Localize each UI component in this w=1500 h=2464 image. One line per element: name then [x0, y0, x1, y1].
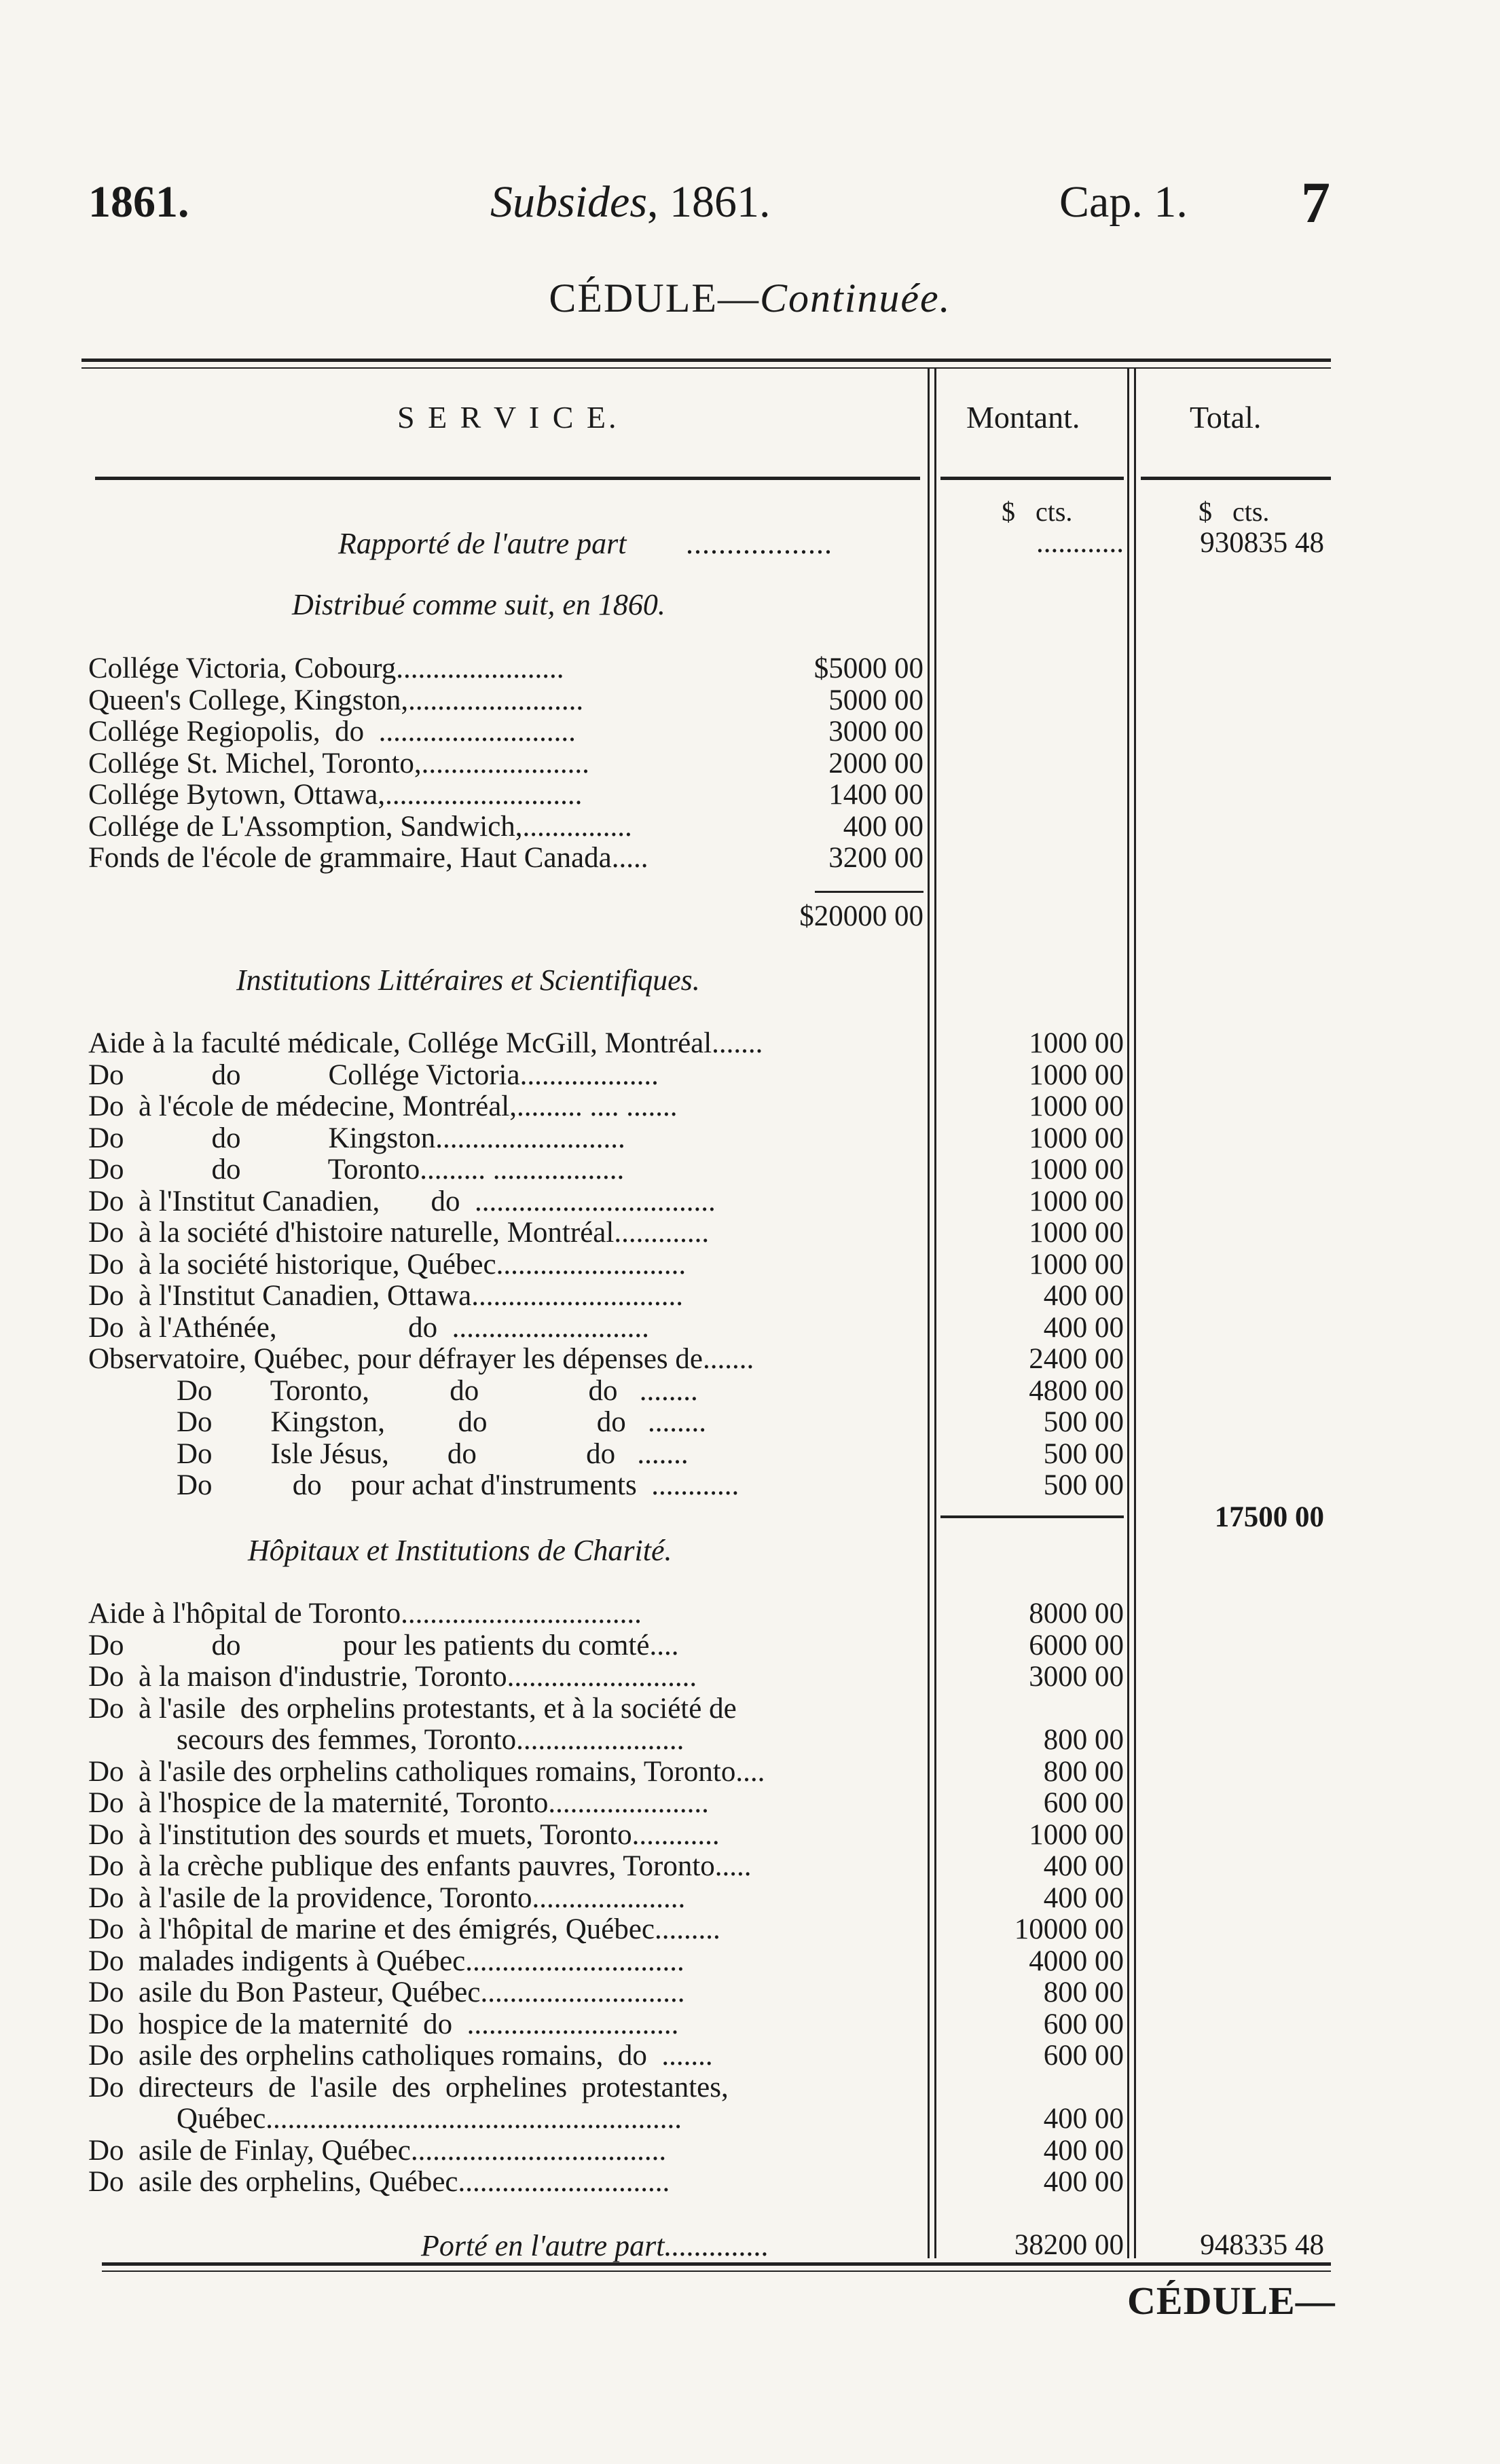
col-header-service: S E R V I C E. — [397, 400, 619, 435]
service-label: Observatoire, Québec, pour défrayer les dépenses de....... — [88, 1343, 754, 1375]
carried-out-montant: 38200 00 — [1014, 2229, 1124, 2261]
cedule-title-main: CÉDULE— — [549, 276, 760, 320]
section-hopitaux-text: Hôpitaux et Institutions de Charité. — [248, 1534, 672, 1567]
amount: 4800 00 — [1029, 1374, 1124, 1407]
list-item — [0, 1976, 1500, 2007]
amount: 1000 00 — [1029, 1217, 1124, 1249]
colleges-total-row — [0, 900, 1500, 931]
header-title — [490, 177, 771, 228]
amount: 1000 00 — [1029, 1027, 1124, 1059]
col-header-total: Total. — [1190, 400, 1262, 435]
service-label: Do Toronto, do do ........ — [177, 1374, 698, 1407]
amount: 1400 00 — [828, 779, 923, 811]
carried-in-montant: ............ — [1036, 527, 1124, 559]
list-item — [0, 1374, 1500, 1405]
amount: 1000 00 — [1029, 1818, 1124, 1851]
list-item — [0, 1660, 1500, 1691]
list-item — [0, 810, 1500, 841]
service-label: Do à l'Athénée, do ........................... — [88, 1311, 649, 1344]
header-title-rest: , 1861. — [647, 177, 771, 227]
service-label: Do à la crèche publique des enfants pauvres, Toronto..... — [88, 1850, 752, 1882]
amount: 500 00 — [1043, 1437, 1124, 1470]
list-item — [0, 2165, 1500, 2196]
service-label: Do asile des orphelins catholiques romains, do ....... — [88, 2040, 713, 2072]
total-header-rule — [1141, 477, 1331, 480]
section-hopitaux — [248, 1533, 672, 1568]
service-label: secours des femmes, Toronto....................... — [177, 1724, 684, 1756]
list-item — [0, 1629, 1500, 1660]
amount: 500 00 — [1043, 1469, 1124, 1501]
list-item — [0, 841, 1500, 872]
list-item — [0, 1279, 1500, 1310]
list-item — [0, 1027, 1500, 1058]
service-label: Do do Toronto......... .................. — [88, 1154, 625, 1185]
litteraires-total-row — [0, 1501, 1500, 1532]
amount: 800 00 — [1043, 1755, 1124, 1788]
service-label: Do à l'asile des orphelins protestants, et à la société de — [88, 1692, 737, 1725]
amount: 8000 00 — [1029, 1598, 1124, 1630]
montant-units: $ cts. — [1002, 496, 1073, 527]
list-item — [0, 1818, 1500, 1850]
header-title-italic: Subsides — [490, 177, 647, 227]
service-label: Do à l'école de médecine, Montréal,......... .... ....... — [88, 1090, 678, 1122]
list-item — [0, 1692, 1500, 1723]
amount: 400 00 — [843, 810, 923, 843]
section-distribue-text: Distribué comme suit, en 1860. — [292, 588, 665, 621]
amount: 1000 00 — [1029, 1154, 1124, 1185]
bottom-rule-2 — [102, 2270, 1331, 2272]
amount: 5000 00 — [828, 684, 923, 716]
list-item — [0, 1185, 1500, 1216]
bottom-rule-1 — [102, 2262, 1331, 2266]
amount: 3000 00 — [1029, 1661, 1124, 1693]
service-label: Do Kingston, do do ........ — [177, 1406, 706, 1438]
amount: 3200 00 — [828, 842, 923, 874]
amount: 1000 00 — [1029, 1122, 1124, 1154]
amount: 1000 00 — [1029, 1090, 1124, 1122]
section-litteraires — [236, 963, 700, 997]
service-label: Collége de L'Assomption, Sandwich,............... — [88, 810, 632, 843]
list-item — [0, 1755, 1500, 1786]
service-label: Do à l'asile des orphelins catholiques romains, Toronto.... — [88, 1755, 765, 1788]
amount: 600 00 — [1043, 2008, 1124, 2040]
amount: 6000 00 — [1029, 1629, 1124, 1661]
list-item — [0, 1153, 1500, 1184]
footer-cedule: CÉDULE— — [1127, 2279, 1336, 2323]
list-item — [0, 1090, 1500, 1121]
amount: 500 00 — [1043, 1406, 1124, 1438]
amount: 600 00 — [1043, 2040, 1124, 2072]
amount: 400 00 — [1043, 2103, 1124, 2135]
carried-out-total: 948335 48 — [1200, 2229, 1324, 2261]
list-item — [0, 1597, 1500, 1628]
list-item — [0, 1122, 1500, 1153]
service-label: Fonds de l'école de grammaire, Haut Canada..... — [88, 842, 648, 874]
carried-in-total: 930835 48 — [1200, 527, 1324, 559]
header-chapter: Cap. 1. — [1059, 177, 1188, 227]
amount: 600 00 — [1043, 1787, 1124, 1819]
carried-in-values — [0, 526, 1500, 557]
amount: 1000 00 — [1029, 1059, 1124, 1091]
amount: 400 00 — [1043, 1850, 1124, 1882]
cedule-title — [0, 275, 1500, 322]
list-item — [0, 1311, 1500, 1342]
list-item — [0, 778, 1500, 809]
page-number: 7 — [1301, 170, 1330, 235]
list-item — [0, 1723, 1500, 1754]
service-label: Do à l'asile de la providence, Toronto..................... — [88, 1881, 686, 1914]
service-label: Collége St. Michel, Toronto,....................... — [88, 747, 589, 779]
service-label: Collége Bytown, Ottawa,........................... — [88, 779, 583, 811]
litteraires-total: 17500 00 — [1214, 1501, 1324, 1533]
service-label: Do à la société historique, Québec.......................... — [88, 1248, 687, 1281]
cedule-title-italic: Continuée. — [760, 276, 951, 320]
service-label: Do malades indigents à Québec.............................. — [88, 1945, 684, 1977]
list-item — [0, 1437, 1500, 1469]
top-rule-2 — [81, 367, 1331, 369]
service-label: Québec......................................................... — [177, 2103, 682, 2135]
amount: 400 00 — [1043, 1280, 1124, 1312]
service-label: Do à l'hospice de la maternité, Toronto...................... — [88, 1787, 709, 1819]
col-header-montant: Montant. — [966, 400, 1080, 435]
service-label: Do à l'Institut Canadien, Ottawa............................. — [88, 1280, 683, 1312]
list-item — [0, 1786, 1500, 1818]
service-label: Do Isle Jésus, do do ....... — [177, 1437, 689, 1470]
amount: 400 00 — [1043, 2166, 1124, 2198]
service-label: Do à la maison d'industrie, Toronto.......................... — [88, 1661, 697, 1693]
list-item — [0, 684, 1500, 715]
amount: 800 00 — [1043, 1976, 1124, 2008]
service-label: Do do pour les patients du comté.... — [88, 1629, 679, 1661]
service-label: Collége Regiopolis, do ........................... — [88, 716, 576, 748]
amount: 4000 00 — [1029, 1945, 1124, 1977]
list-item — [0, 1216, 1500, 1247]
section-distribue — [292, 587, 665, 622]
service-label: Do directeurs de l'asile des orphelines protestantes, — [88, 2071, 729, 2103]
service-label: Do asile de Finlay, Québec................................... — [88, 2134, 667, 2167]
service-label: Do hospice de la maternité do ............................. — [88, 2008, 679, 2040]
service-label: Do asile du Bon Pasteur, Québec............................ — [88, 1976, 685, 2008]
list-item — [0, 715, 1500, 746]
service-label: Do asile des orphelins, Québec............................. — [88, 2166, 670, 2198]
amount: 400 00 — [1043, 2134, 1124, 2167]
montant-header-rule — [940, 477, 1124, 480]
service-label: Do à l'hôpital de marine et des émigrés, Québec......... — [88, 1913, 720, 1945]
service-label: Do do Collége Victoria................... — [88, 1059, 659, 1091]
carried-in-leader: .................. — [686, 527, 833, 560]
amount: 1000 00 — [1029, 1248, 1124, 1281]
list-item — [0, 1913, 1500, 1944]
service-label: Do do Kingston.......................... — [88, 1122, 625, 1154]
list-item — [0, 652, 1500, 683]
header-year: 1861. — [88, 177, 189, 227]
section-litteraires-text: Institutions Littéraires et Scientifiques. — [236, 963, 700, 997]
service-label: Collége Victoria, Cobourg....................... — [88, 652, 564, 684]
list-item — [0, 1881, 1500, 1913]
amount: 1000 00 — [1029, 1185, 1124, 1217]
list-item — [0, 1342, 1500, 1374]
service-header-rule — [95, 477, 920, 480]
list-item — [0, 2039, 1500, 2070]
amount: 2400 00 — [1029, 1343, 1124, 1375]
list-item — [0, 1405, 1500, 1437]
carried-in-label: Rapporté de l'autre part — [338, 527, 627, 560]
amount: 3000 00 — [828, 716, 923, 748]
list-item — [0, 2134, 1500, 2165]
list-item — [0, 1248, 1500, 1279]
carried-out-label: Porté en l'autre part.............. — [421, 2229, 769, 2262]
amount: 400 00 — [1043, 1311, 1124, 1344]
list-item — [0, 2102, 1500, 2133]
amount: 400 00 — [1043, 1881, 1124, 1914]
list-item — [0, 1850, 1500, 1881]
service-label: Aide à la faculté médicale, Collége McGill, Montréal....... — [88, 1027, 763, 1059]
service-label: Queen's College, Kingston,........................ — [88, 684, 584, 716]
amount: 2000 00 — [828, 747, 923, 779]
list-item — [0, 1469, 1500, 1500]
service-label: Do à la société d'histoire naturelle, Montréal............. — [88, 1217, 710, 1249]
list-item — [0, 2008, 1500, 2039]
list-item — [0, 747, 1500, 778]
service-label: Do à l'institution des sourds et muets, Toronto............ — [88, 1818, 720, 1851]
amount: 800 00 — [1043, 1724, 1124, 1756]
service-label: Do do pour achat d'instruments ............ — [177, 1469, 739, 1501]
carried-out-values — [0, 2228, 1500, 2260]
service-label: Do à l'Institut Canadien, do ................................. — [88, 1185, 716, 1217]
list-item — [0, 2071, 1500, 2102]
total-units: $ cts. — [1199, 496, 1270, 527]
colleges-total: $20000 00 — [799, 900, 923, 932]
top-rule-1 — [81, 358, 1331, 362]
service-label: Aide à l'hôpital de Toronto................................. — [88, 1598, 642, 1630]
amount: $5000 00 — [813, 652, 923, 684]
list-item — [0, 1059, 1500, 1090]
amount: 10000 00 — [1014, 1913, 1124, 1945]
list-item — [0, 1945, 1500, 1976]
colleges-sum-rule — [815, 891, 923, 893]
